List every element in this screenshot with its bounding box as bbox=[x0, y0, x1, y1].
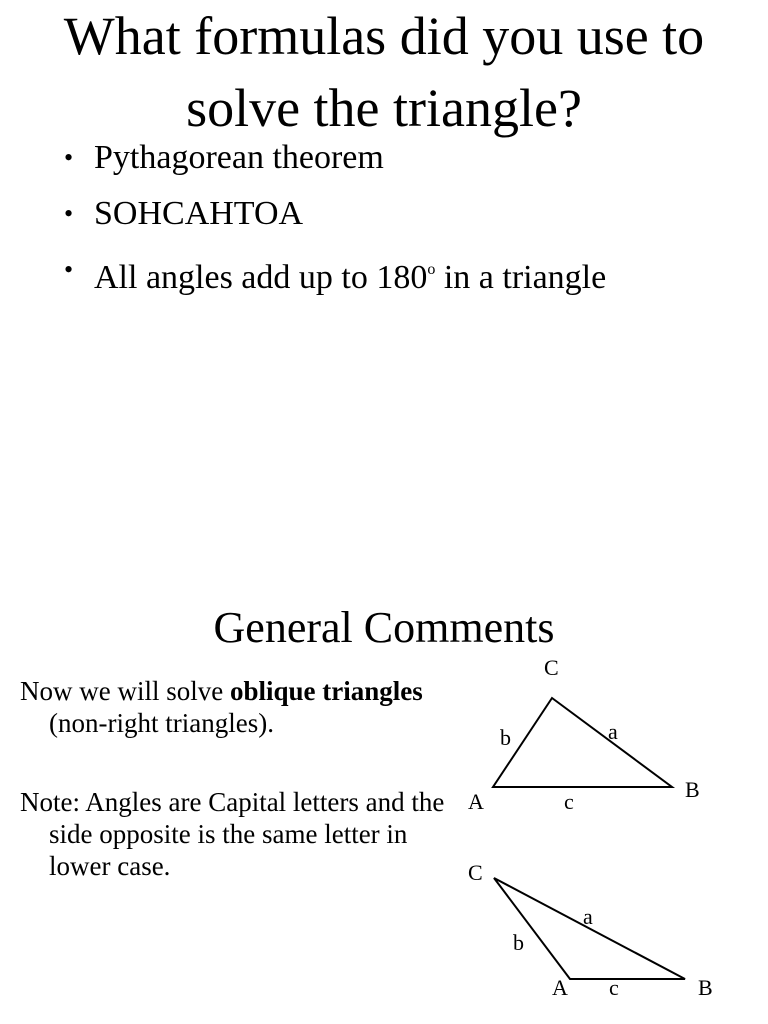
side-label-a: a bbox=[583, 904, 593, 929]
bullet-text: All angles add up to 180 bbox=[94, 259, 428, 296]
para-text-tail: (non-right triangles). bbox=[49, 708, 274, 738]
title-line-1: What formulas did you use to bbox=[63, 6, 705, 66]
slide-title: General Comments bbox=[213, 603, 555, 652]
degree-superscript: o bbox=[427, 261, 436, 278]
note-paragraph: Note: Angles are Capital letters and the side opposite is the same letter in lower case. bbox=[20, 787, 445, 881]
list-item bbox=[60, 186, 606, 242]
triangle-diagram-1 bbox=[468, 655, 700, 814]
para-text: Now we will solve bbox=[20, 676, 230, 706]
vertex-label-b: B bbox=[698, 975, 713, 1000]
side-label-b: b bbox=[500, 725, 511, 750]
vertex-label-b: B bbox=[685, 777, 700, 802]
slide-title bbox=[20, 0, 748, 144]
para-bold-text: oblique triangles bbox=[229, 676, 423, 706]
list-item bbox=[60, 242, 606, 306]
vertex-label-c: C bbox=[468, 860, 483, 885]
bullet-icon: • bbox=[64, 143, 74, 172]
bullet-text-tail: in a triangle bbox=[435, 259, 607, 296]
side-label-b: b bbox=[513, 930, 524, 955]
title-line-2: solve the triangle? bbox=[186, 78, 582, 138]
side-label-a: a bbox=[608, 719, 618, 744]
list-item bbox=[60, 130, 606, 186]
bullet-icon: • bbox=[64, 255, 74, 284]
triangle-shape bbox=[493, 698, 672, 787]
vertex-label-c: C bbox=[544, 655, 559, 680]
bullet-text: SOHCAHTOA bbox=[94, 195, 304, 232]
triangle-diagram-2 bbox=[468, 860, 713, 1000]
vertex-label-a: A bbox=[552, 975, 568, 1000]
vertex-label-a: A bbox=[468, 789, 484, 814]
oblique-paragraph bbox=[20, 675, 469, 739]
bullet-icon: • bbox=[64, 199, 74, 228]
side-label-c: c bbox=[564, 789, 574, 814]
bullet-text: Pythagorean theorem bbox=[94, 139, 384, 176]
side-label-c: c bbox=[609, 975, 619, 1000]
triangle-diagrams bbox=[450, 640, 750, 1010]
formula-list bbox=[60, 130, 606, 306]
